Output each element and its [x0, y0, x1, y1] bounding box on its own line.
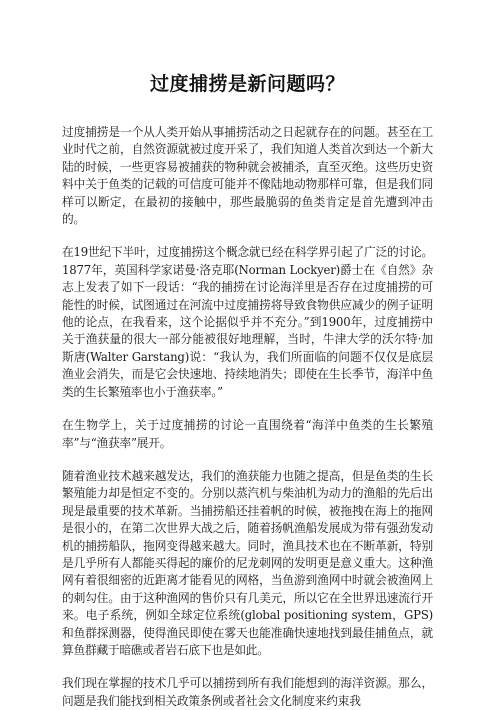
paragraph-2: 在19世纪下半叶，过度捕捞这个概念就已经在科学界引起了广泛的讨论。1877年，英国科学家诺曼·洛克耶(Norman Lockyer)爵士在《自然》杂志上发表了如下一段话：“我的捕捞在讨论海洋里是否存在过度捕捞的可能性的时候，试图通过在河流中过度捕捞将导致食物供应减少的例子证明他的论点，在我看来，这个论据似乎并不充分。”到1900年，过度捕捞中关于渔获量的很大一部分能被很好地理解，当时，牛津大学的沃尔特·加斯唐(Walter Garstang)说：“我认为，我们所面临的问题不仅仅是底层渔业会消失，而是它会快速地、持续地消失；即使在生长季节，海洋中鱼类的生长繁殖率也小于渔获率。” [62, 245, 433, 399]
document-body [62, 124, 433, 710]
paragraph-4: 随着渔业技术越来越发达，我们的渔获能力也随之提高，但是鱼类的生长繁殖能力却是恒定不变的。分别以蒸汽机与柴油机为动力的渔船的先后出现是最重要的技术革新。当捕捞船还挂着帆的时候，被拖拽在海上的拖网是很小的，在第二次世界大战之后，随着扬帆渔船发展成为带有强劲发动机的捕捞船队，拖网变得越来越大。同时，渔具技术也在不断革新，特别是几乎所有人都能买得起的廉价的尼龙刺网的发明更是意义重大。这种渔网有着很细密的近距离才能看见的网格，当鱼游到渔网中时就会被渔网上的刺勾住。由于这种渔网的售价只有几美元，所以它在全世界迅速流行开来。电子系统，例如全球定位系统(global positioning system，GPS)和鱼群探测器，使得渔民即使在雾天也能准确快速地找到最佳捕鱼点，就算鱼群藏于暗礁或者岩石底下也是如此。 [62, 468, 433, 657]
paragraph-1: 过度捕捞是一个从人类开始从事捕捞活动之日起就存在的问题。甚至在工业时代之前，自然资源就被过度开采了，我们知道人类首次到达一个新大陆的时候，一些更容易被捕获的物种就会被捕杀，直至灭绝。这些历史资料中关于鱼类的记载的可信度可能并不像陆地动物那样可靠，但是我们同样可以断定，在最初的接触中，那些最脆弱的鱼类肯定是首先遭到冲击的。 [62, 125, 433, 227]
document-title: 过度捕捞是新问题吗？ [149, 73, 345, 95]
paragraph-5: 我们现在掌握的技术几乎可以捕捞到所有我们能想到的海洋资源。那么，问题是我们能找到相关政策条例或者社会文化制度来约束我 [62, 676, 433, 708]
paragraph-3: 在生物学上，关于过度捕捞的讨论一直围绕着“海洋中鱼类的生长繁殖率”与“渔获率”展开。 [62, 418, 433, 450]
